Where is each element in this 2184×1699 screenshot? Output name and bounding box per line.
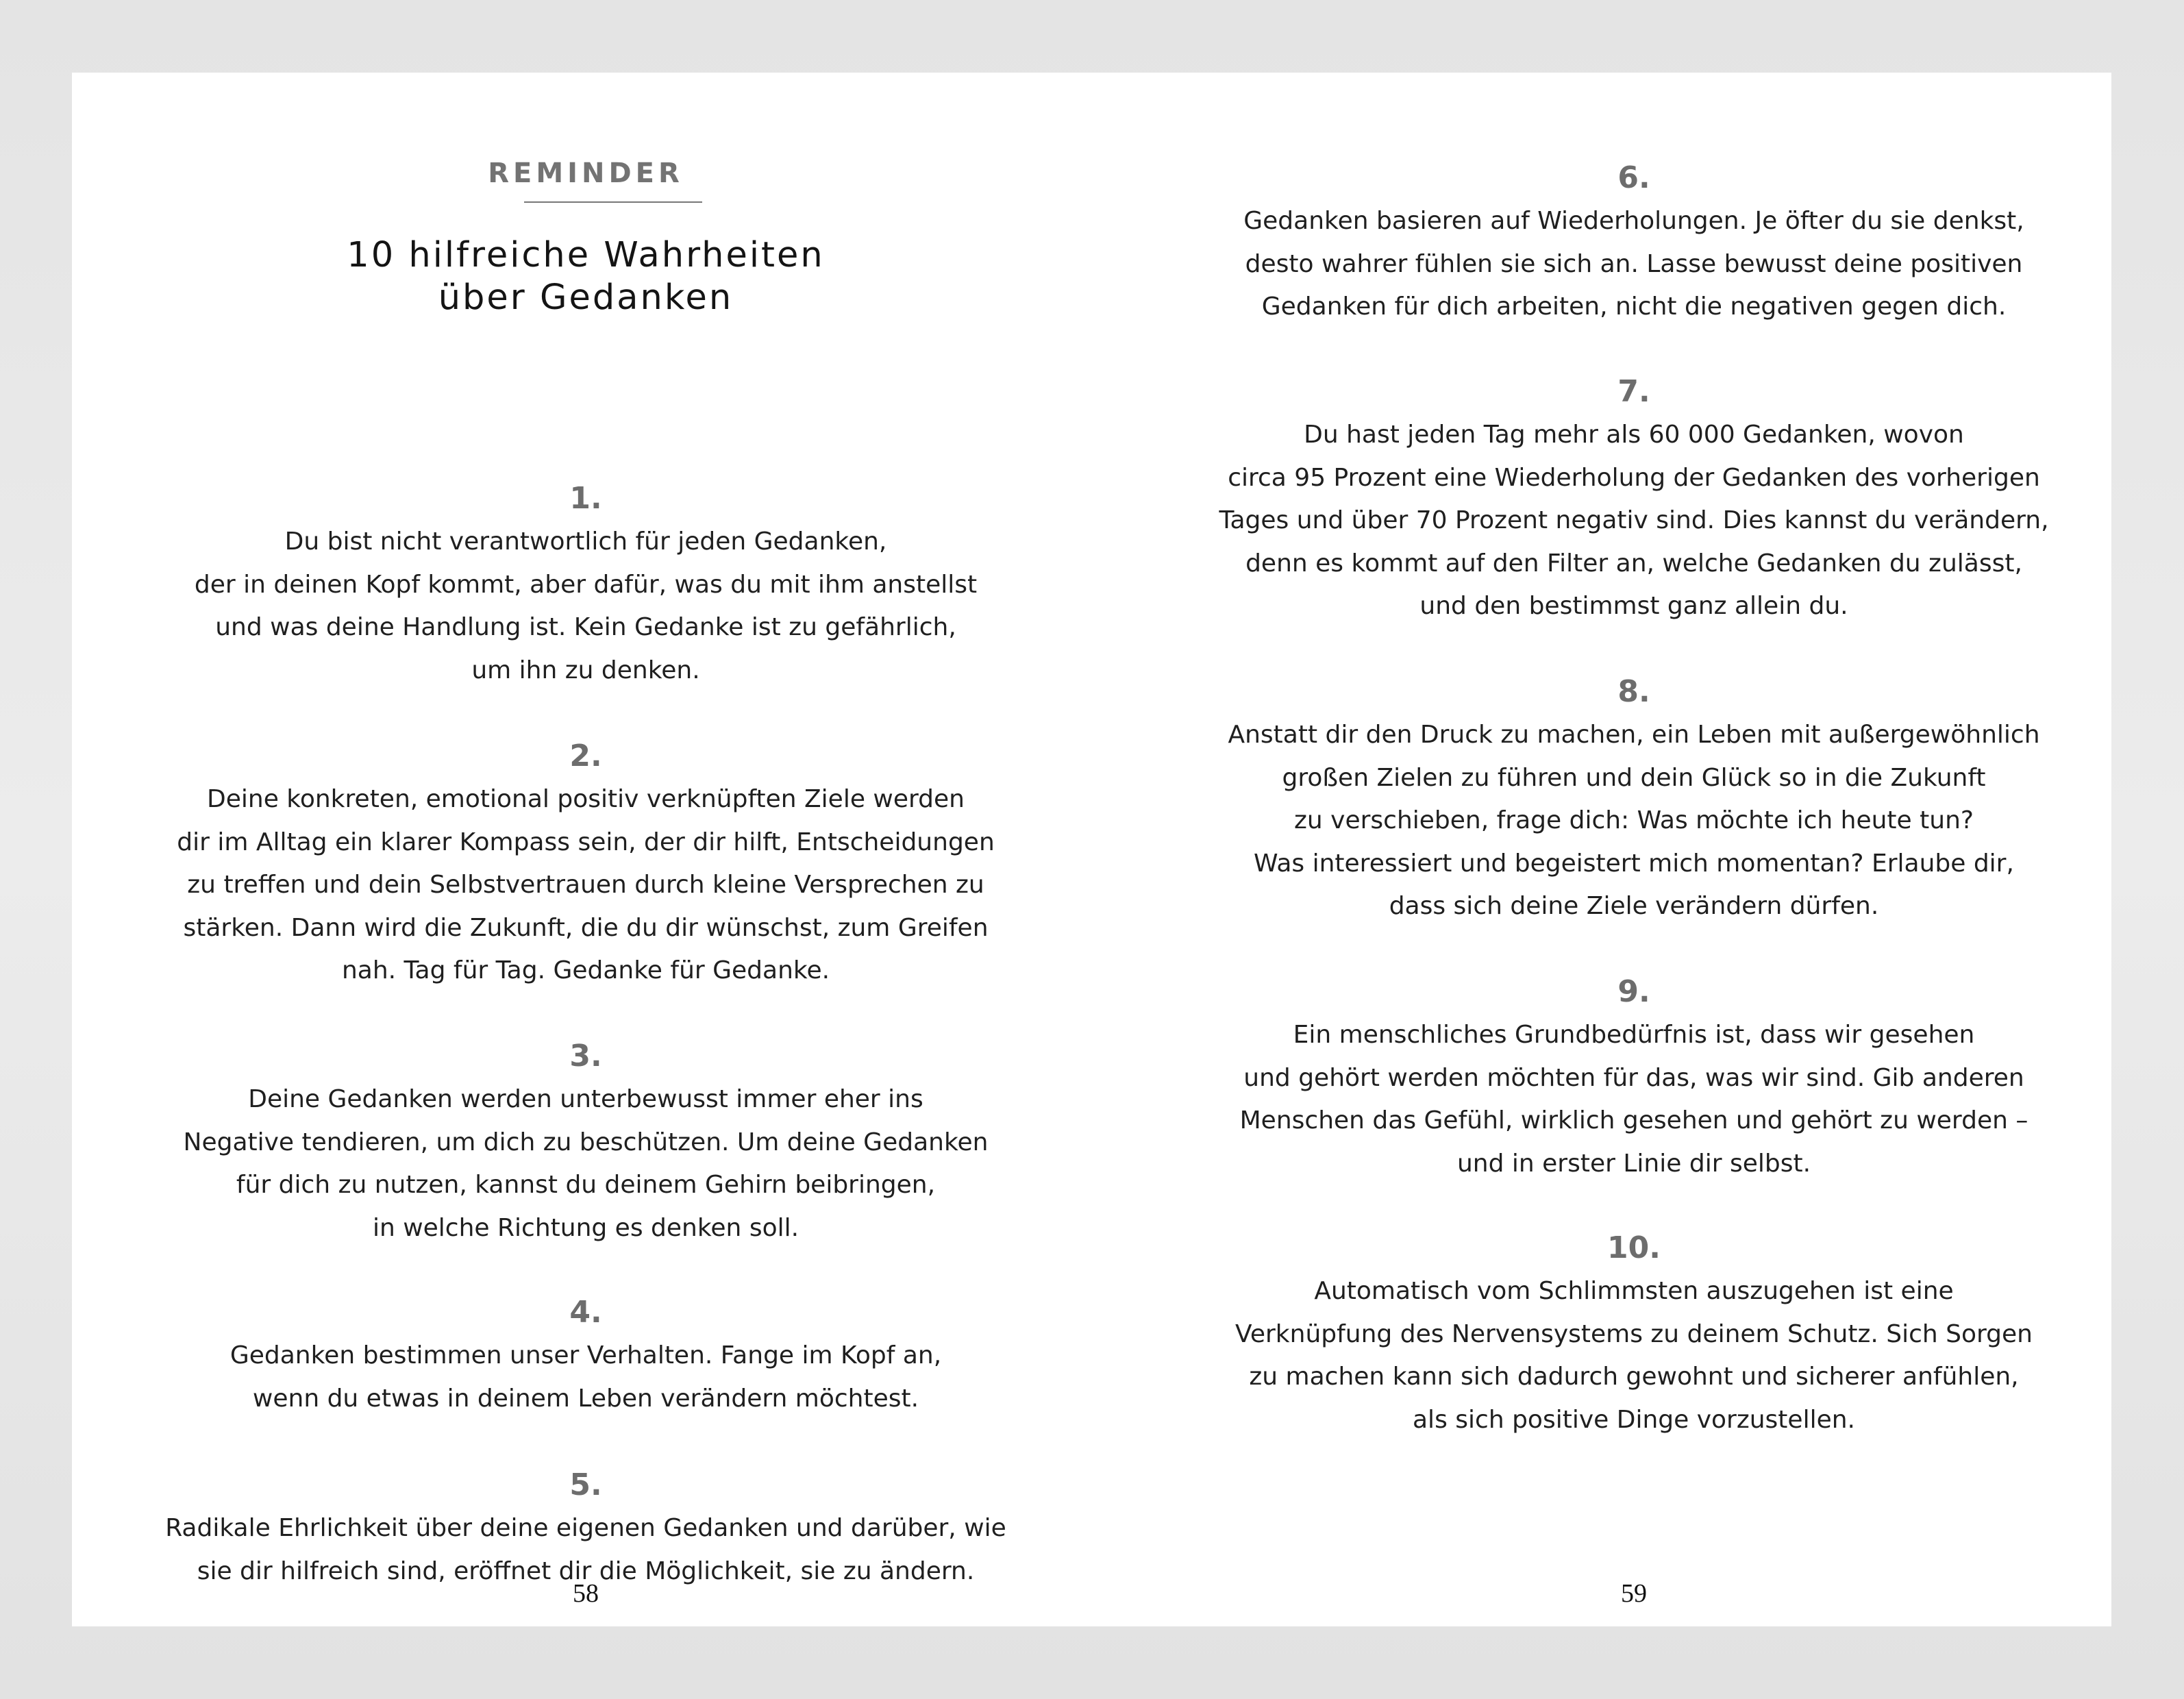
item-text-line: dass sich deine Ziele verändern dürfen. xyxy=(1389,892,1879,920)
truth-item xyxy=(127,480,1045,692)
truth-item xyxy=(127,1293,1045,1420)
item-text-line: und was deine Handlung ist. Kein Gedanke ist zu gefährlich, xyxy=(215,613,956,641)
item-text-line: Negative tendieren, um dich zu beschützen. Um deine Gedanken xyxy=(183,1128,989,1156)
item-number: 8. xyxy=(1617,674,1650,709)
truth-item xyxy=(1192,973,2076,1185)
item-text-line: in welche Richtung es denken soll. xyxy=(372,1213,799,1242)
item-text-line: der in deinen Kopf kommt, aber dafür, was du mit ihm anstellst xyxy=(194,570,978,599)
item-text-line: circa 95 Prozent eine Wiederholung der Gedanken des vorherigen xyxy=(1228,463,2040,492)
page-title-line: über Gedanken xyxy=(438,277,734,318)
right-page xyxy=(1192,73,2076,1626)
truth-item xyxy=(127,737,1045,993)
page-number: 58 xyxy=(573,1579,599,1608)
item-text-line: Gedanken bestimmen unser Verhalten. Fange im Kopf an, xyxy=(229,1341,942,1369)
truth-item xyxy=(127,1466,1045,1593)
item-text-line: Was interessiert und begeistert mich momentan? Erlaube dir, xyxy=(1254,849,2014,878)
item-text-line: dir im Alltag ein klarer Kompass sein, der dir hilft, Entscheidungen xyxy=(177,828,995,856)
item-number: 2. xyxy=(569,739,602,773)
left-page xyxy=(127,73,1045,1626)
section-kicker: REMINDER xyxy=(488,158,684,189)
item-text-line: Gedanken basieren auf Wiederholungen. Je öfter du sie denkst, xyxy=(1243,207,2024,235)
item-text-line: für dich zu nutzen, kannst du deinem Gehirn beibringen, xyxy=(236,1171,936,1199)
item-number: 3. xyxy=(569,1039,602,1074)
page-title-line: 10 hilfreiche Wahrheiten xyxy=(347,235,825,275)
item-text-line: Tages und über 70 Prozent negativ sind. Dies kannst du verändern, xyxy=(1219,506,2049,534)
item-number: 4. xyxy=(569,1295,602,1330)
item-text-line: und den bestimmst ganz allein du. xyxy=(1419,592,1848,620)
item-text-line: desto wahrer fühlen sie sich an. Lasse bewusst deine positiven xyxy=(1245,249,2023,278)
item-text-line: Verknüpfung des Nervensystems zu deinem Schutz. Sich Sorgen xyxy=(1235,1319,2033,1348)
item-number: 5. xyxy=(569,1467,602,1502)
item-text-line: und gehört werden möchten für das, was wir sind. Gib anderen xyxy=(1243,1063,2024,1092)
item-text-line: Anstatt dir den Druck zu machen, ein Leben mit außergewöhnlich xyxy=(1228,721,2040,749)
item-text-line: Du hast jeden Tag mehr als 60 000 Gedanken, wovon xyxy=(1304,421,1964,449)
book-spread xyxy=(72,73,2111,1626)
item-text-line: Radikale Ehrlichkeit über deine eigenen Gedanken und darüber, wie xyxy=(165,1514,1006,1542)
item-text-line: und in erster Linie dir selbst. xyxy=(1456,1149,1811,1178)
item-text-line: zu verschieben, frage dich: Was möchte ich heute tun? xyxy=(1293,806,1974,834)
item-text-line: wenn du etwas in deinem Leben verändern möchtest. xyxy=(252,1384,919,1413)
item-text-line: Deine konkreten, emotional positiv verknüpften Ziele werden xyxy=(207,785,965,813)
item-text-line: nah. Tag für Tag. Gedanke für Gedanke. xyxy=(341,956,830,984)
item-text-line: Menschen das Gefühl, wirklich gesehen und gehört zu werden – xyxy=(1239,1106,2028,1134)
item-text-line: sie dir hilfreich sind, eröffnet dir die Möglichkeit, sie zu ändern. xyxy=(197,1557,975,1585)
item-number: 6. xyxy=(1617,160,1650,195)
item-number: 10. xyxy=(1607,1230,1661,1265)
item-text-line: Ein menschliches Grundbedürfnis ist, dass wir gesehen xyxy=(1293,1021,1975,1049)
truth-item xyxy=(1192,159,2076,329)
item-text-line: Du bist nicht verantwortlich für jeden Gedanken, xyxy=(284,528,887,556)
truth-item xyxy=(1192,1229,2076,1441)
truth-item xyxy=(1192,673,2076,928)
item-text-line: stärken. Dann wird die Zukunft, die du dir wünschst, zum Greifen xyxy=(183,913,989,942)
item-text-line: als sich positive Dinge vorzustellen. xyxy=(1413,1405,1855,1434)
item-number: 7. xyxy=(1617,374,1650,409)
item-text-line: um ihn zu denken. xyxy=(471,656,700,684)
item-text-line: großen Zielen zu führen und dein Glück so in die Zukunft xyxy=(1282,763,1986,792)
item-number: 9. xyxy=(1617,974,1650,1009)
item-number: 1. xyxy=(569,481,602,516)
page-number: 59 xyxy=(1621,1579,1647,1608)
item-text-line: zu machen kann sich dadurch gewohnt und sicherer anfühlen, xyxy=(1249,1363,2019,1391)
page-title xyxy=(127,234,1045,319)
truth-item xyxy=(1192,373,2076,628)
item-text-line: Automatisch vom Schlimmsten auszugehen ist eine xyxy=(1314,1277,1954,1305)
item-text-line: denn es kommt auf den Filter an, welche Gedanken du zulässt, xyxy=(1245,549,2022,578)
item-text-line: zu treffen und dein Selbstvertrauen durch kleine Versprechen zu xyxy=(187,871,984,899)
item-text-line: Deine Gedanken werden unterbewusst immer eher ins xyxy=(248,1085,923,1113)
kicker-underline xyxy=(524,201,702,203)
item-text-line: Gedanken für dich arbeiten, nicht die negativen gegen dich. xyxy=(1261,293,2007,321)
truth-item xyxy=(127,1037,1045,1250)
